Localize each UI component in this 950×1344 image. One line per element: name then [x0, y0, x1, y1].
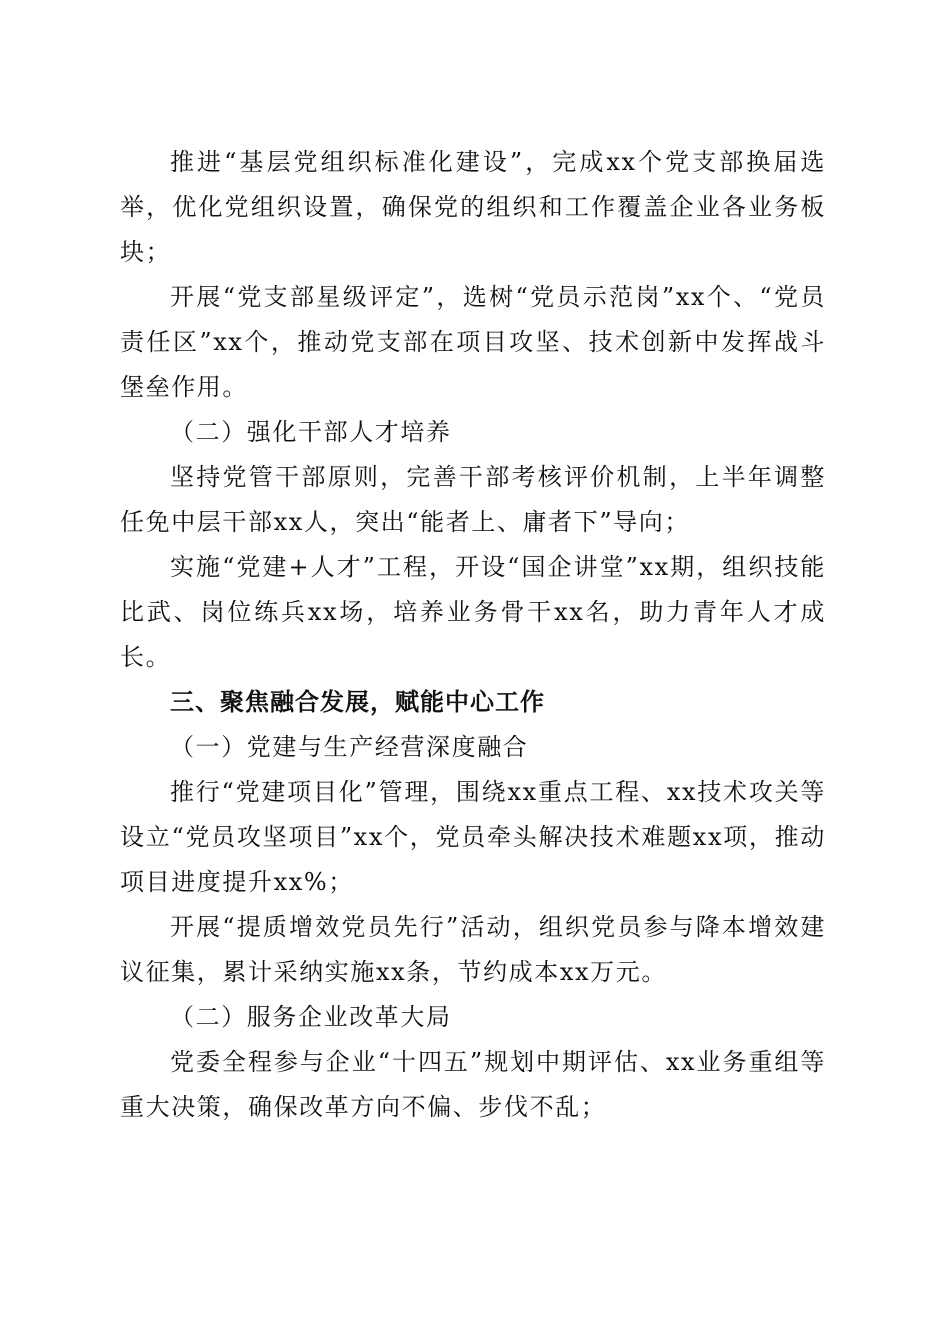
document-page [120, 140, 826, 1130]
subheading-production-integration: （一）党建与生产经营深度融合 [170, 733, 529, 761]
subheading-cadre-training: （二）强化干部人才培养 [170, 418, 452, 446]
paragraph-talent-project: 实施“党建+人才”工程，开设“国企讲堂”xx期，组织技能比武、岗位练兵xx场，培养业务骨干xx名，助力青年人才成长。 [120, 553, 826, 671]
subheading-reform-service: （二）服务企业改革大局 [170, 1003, 452, 1031]
paragraph-standardization: 推进“基层党组织标准化建设”，完成xx个党支部换届选举，优化党组织设置，确保党的组织和工作覆盖企业各业务板块； [120, 148, 826, 266]
section-heading-integration: 三、聚焦融合发展，赋能中心工作 [170, 688, 545, 716]
paragraph-project-management: 推行“党建项目化”管理，围绕xx重点工程、xx技术攻关等设立“党员攻坚项目”xx个，党员牵头解决技术难题xx项，推动项目进度提升xx%； [120, 778, 826, 896]
paragraph-cadre-principle: 坚持党管干部原则，完善干部考核评价机制，上半年调整任免中层干部xx人，突出“能者上、庸者下”导向； [120, 463, 826, 536]
paragraph-efficiency-activity: 开展“提质增效党员先行”活动，组织党员参与降本增效建议征集，累计采纳实施xx条，节约成本xx万元。 [120, 913, 826, 986]
paragraph-star-rating: 开展“党支部星级评定”，选树“党员示范岗”xx个、“党员责任区”xx个，推动党支部在项目攻坚、技术创新中发挥战斗堡垒作用。 [120, 283, 826, 401]
paragraph-reform-decisions: 党委全程参与企业“十四五”规划中期评估、xx业务重组等重大决策，确保改革方向不偏、步伐不乱； [120, 1048, 826, 1121]
